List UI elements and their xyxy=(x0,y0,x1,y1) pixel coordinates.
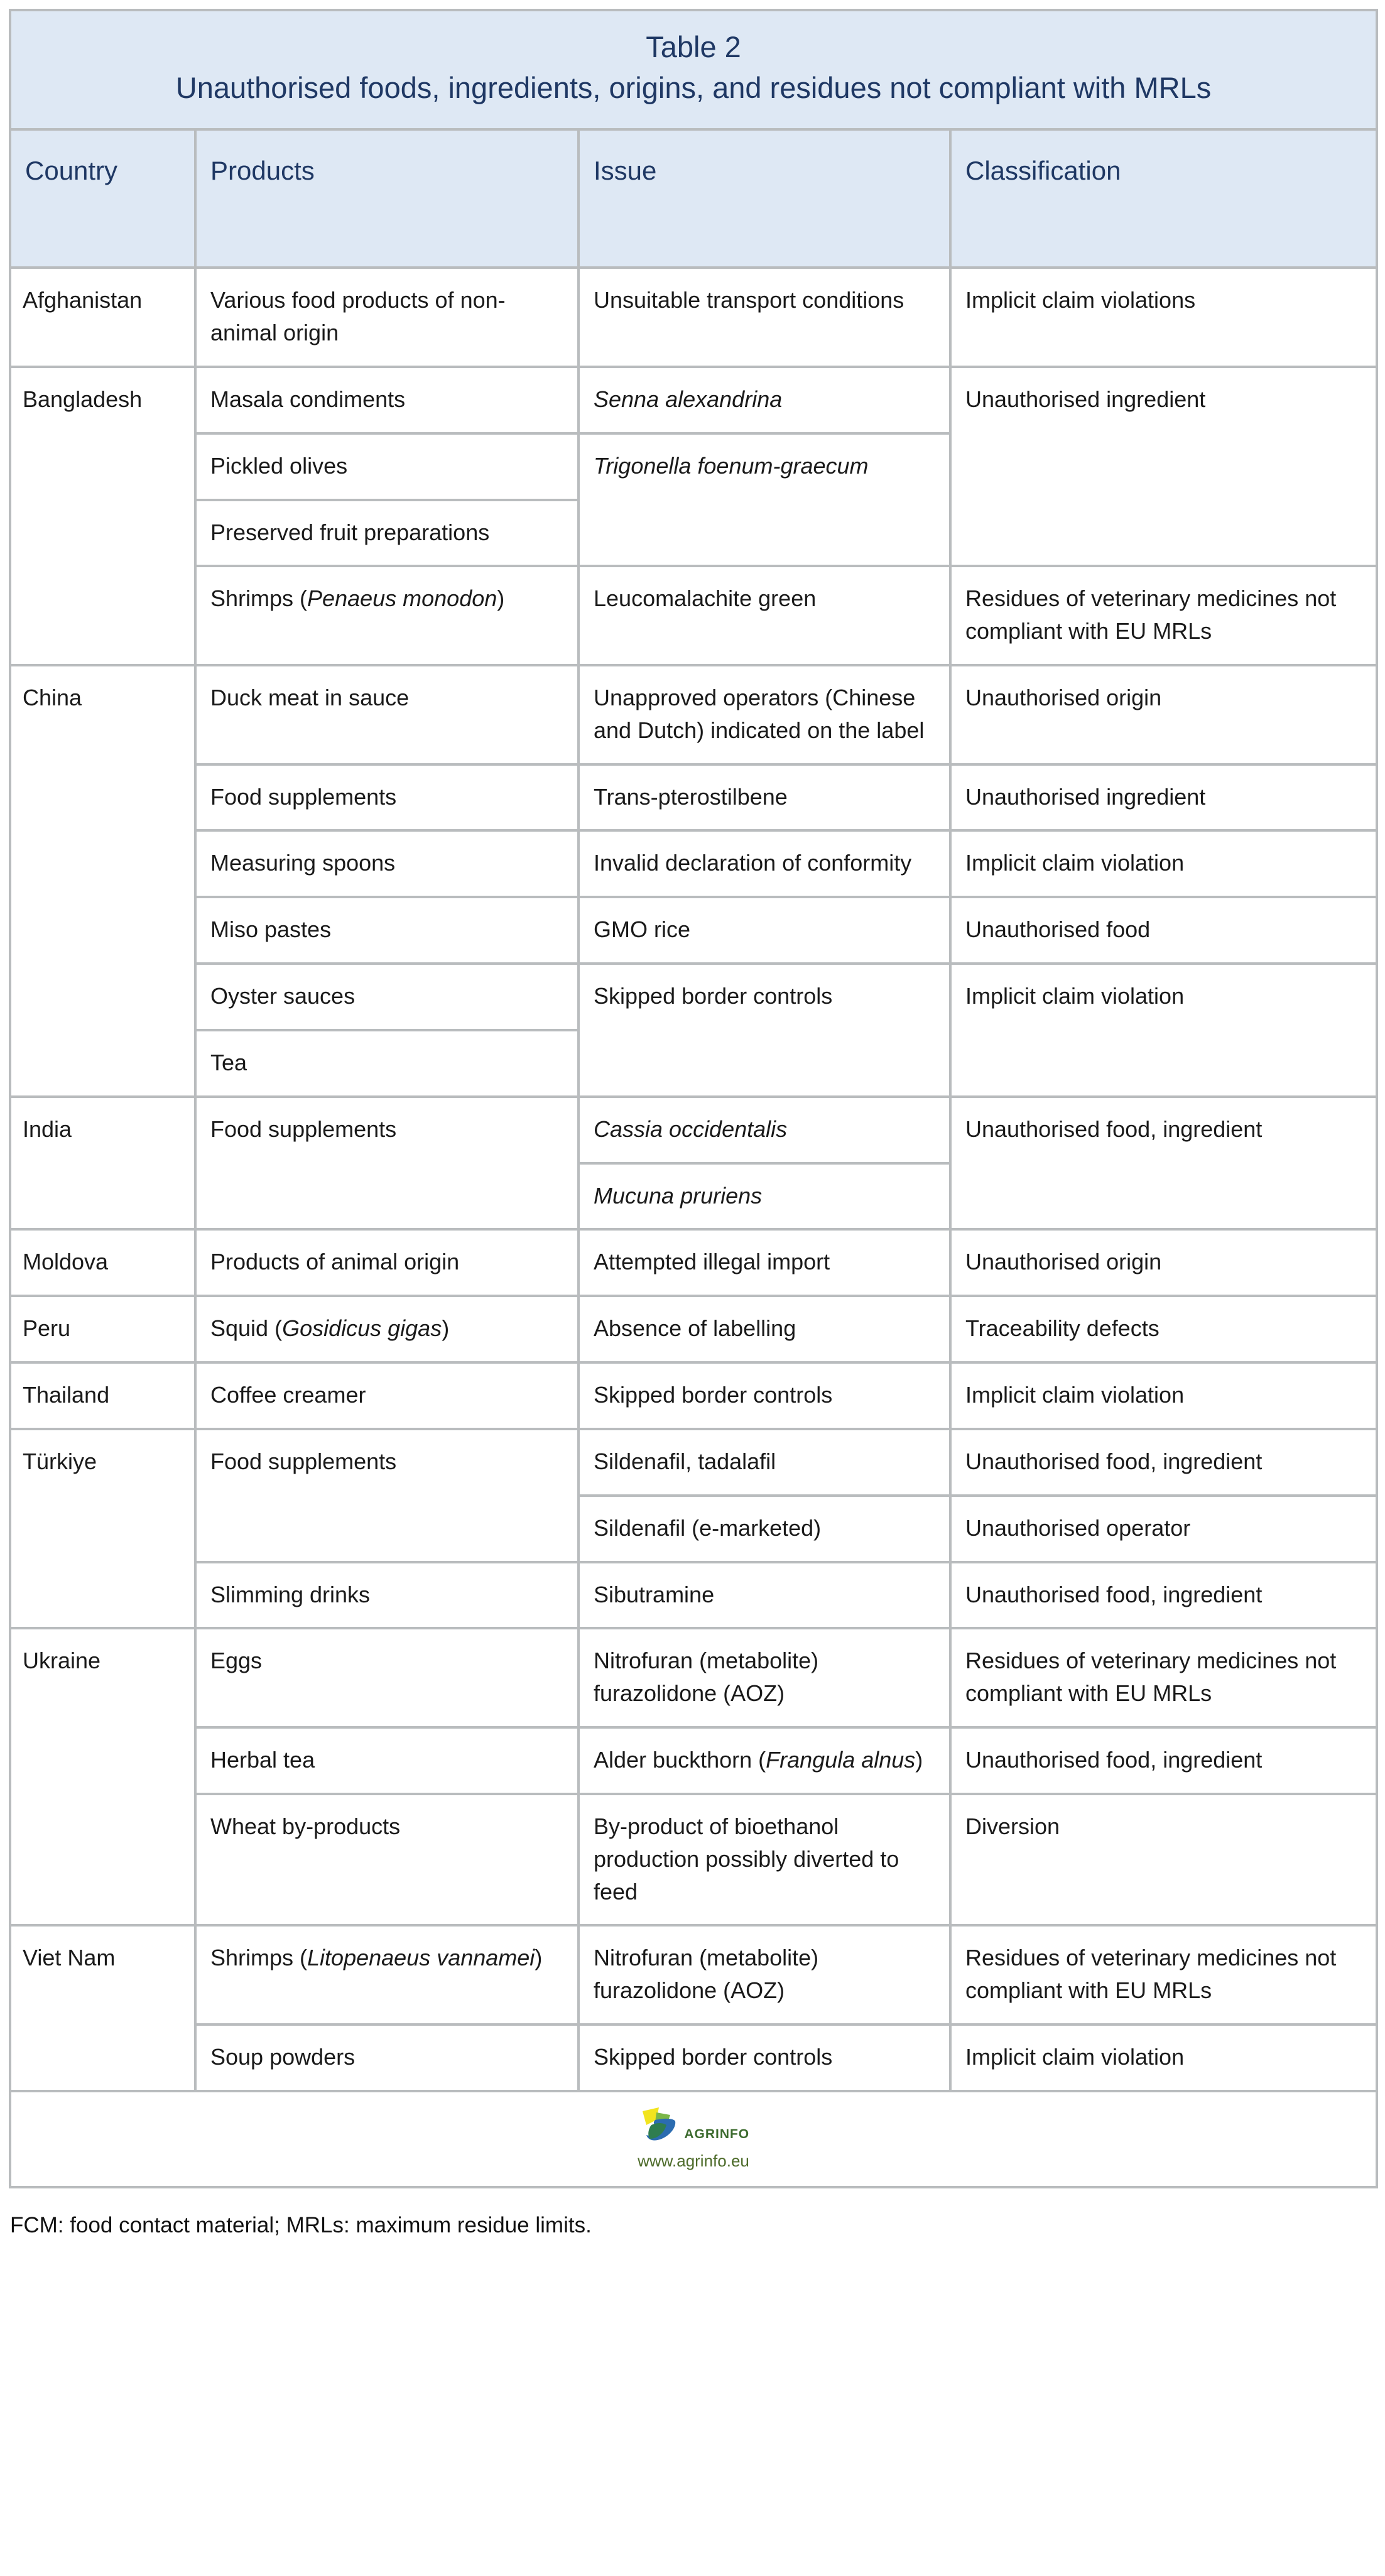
agrinfo-mark-icon xyxy=(638,2106,680,2148)
agrinfo-footer-cell xyxy=(10,2091,1377,2187)
cell-classification: Diversion xyxy=(950,1794,1377,1925)
cell-country: Moldova xyxy=(10,1229,195,1296)
species-name: Trigonella foenum-graecum xyxy=(594,452,869,479)
cell-products: Duck meat in sauce xyxy=(195,665,578,764)
table-row xyxy=(10,566,1377,665)
table-row xyxy=(10,1362,1377,1429)
table-row xyxy=(10,1794,1377,1925)
agrinfo-wordmark: AGRINFO xyxy=(684,2127,750,2142)
column-header-country: Country xyxy=(10,129,195,268)
cell-products xyxy=(195,1925,578,2024)
table-title-cell xyxy=(10,10,1377,129)
table-header-row xyxy=(10,129,1377,268)
species-name: Gosidicus gigas xyxy=(282,1315,442,1342)
cell-issue: Leucomalachite green xyxy=(578,566,950,665)
product-text-end: ) xyxy=(535,1945,543,1971)
cell-issue: Sildenafil, tadalafil xyxy=(578,1429,950,1496)
cell-issue: Absence of labelling xyxy=(578,1296,950,1362)
table-row xyxy=(10,764,1377,831)
cell-products: Miso pastes xyxy=(195,897,578,964)
cell-issue: Nitrofuran (metabolite) furazolidone (AOZ) xyxy=(578,1628,950,1727)
issue-text-end: ) xyxy=(915,1747,923,1773)
cell-classification: Implicit claim violation xyxy=(950,830,1377,897)
cell-products: Herbal tea xyxy=(195,1727,578,1794)
cell-issue: By-product of bioethanol production possibly diverted to feed xyxy=(578,1794,950,1925)
cell-products: Preserved fruit preparations xyxy=(195,500,578,567)
cell-products: Soup powders xyxy=(195,2024,578,2091)
table-row xyxy=(10,897,1377,964)
species-name: Frangula alnus xyxy=(766,1747,916,1773)
cell-country: Bangladesh xyxy=(10,367,195,665)
column-header-classification: Classification xyxy=(950,129,1377,268)
cell-country: Thailand xyxy=(10,1362,195,1429)
cell-issue xyxy=(578,433,950,567)
table-row xyxy=(10,1562,1377,1629)
cell-classification: Unauthorised food, ingredient xyxy=(950,1429,1377,1496)
table-row xyxy=(10,1628,1377,1727)
cell-products: Tea xyxy=(195,1030,578,1097)
cell-classification: Traceability defects xyxy=(950,1296,1377,1362)
table-row xyxy=(10,1925,1377,2024)
table-footer-row xyxy=(10,2091,1377,2187)
cell-products xyxy=(195,566,578,665)
column-header-issue: Issue xyxy=(578,129,950,268)
cell-products: Food supplements xyxy=(195,1429,578,1562)
table-row xyxy=(10,665,1377,764)
cell-classification: Implicit claim violation xyxy=(950,1362,1377,1429)
cell-products: Pickled olives xyxy=(195,433,578,500)
cell-classification: Unauthorised ingredient xyxy=(950,764,1377,831)
cell-products: Coffee creamer xyxy=(195,1362,578,1429)
species-name: Cassia occidentalis xyxy=(594,1116,788,1142)
table-number: Table 2 xyxy=(646,30,741,63)
cell-products: Various food products of non-animal origin xyxy=(195,268,578,367)
cell-country: Türkiye xyxy=(10,1429,195,1628)
product-text: Squid ( xyxy=(210,1315,283,1342)
table-row xyxy=(10,268,1377,367)
species-name: Senna alexandrina xyxy=(594,386,783,412)
cell-classification: Residues of veterinary medicines not compliant with EU MRLs xyxy=(950,566,1377,665)
agrinfo-url: www.agrinfo.eu xyxy=(638,2151,749,2170)
cell-country: Peru xyxy=(10,1296,195,1362)
species-name: Penaeus monodon xyxy=(307,585,497,612)
cell-issue xyxy=(578,367,950,433)
cell-classification: Implicit claim violations xyxy=(950,268,1377,367)
cell-issue: GMO rice xyxy=(578,897,950,964)
species-name: Litopenaeus vannamei xyxy=(307,1945,535,1971)
table-row xyxy=(10,1229,1377,1296)
cell-issue: Sildenafil (e-marketed) xyxy=(578,1496,950,1562)
table-row xyxy=(10,1727,1377,1794)
cell-country: China xyxy=(10,665,195,1097)
issue-text: Alder buckthorn ( xyxy=(594,1747,766,1773)
cell-issue: Invalid declaration of conformity xyxy=(578,830,950,897)
cell-products: Slimming drinks xyxy=(195,1562,578,1629)
cell-issue: Unsuitable transport conditions xyxy=(578,268,950,367)
product-text-end: ) xyxy=(442,1315,450,1342)
cell-country: Viet Nam xyxy=(10,1925,195,2090)
cell-country: India xyxy=(10,1097,195,1230)
product-text-end: ) xyxy=(497,585,505,612)
cell-products: Food supplements xyxy=(195,1097,578,1230)
cell-classification: Unauthorised food, ingredient xyxy=(950,1727,1377,1794)
table-title-row xyxy=(10,10,1377,129)
cell-classification: Implicit claim violation xyxy=(950,2024,1377,2091)
species-name: Mucuna pruriens xyxy=(594,1182,763,1209)
column-header-products: Products xyxy=(195,129,578,268)
product-text: Shrimps ( xyxy=(210,585,308,612)
cell-issue: Skipped border controls xyxy=(578,964,950,1097)
cell-products: Products of animal origin xyxy=(195,1229,578,1296)
cell-products: Masala condiments xyxy=(195,367,578,433)
cell-classification: Residues of veterinary medicines not compliant with EU MRLs xyxy=(950,1925,1377,2024)
agrinfo-logo xyxy=(638,2106,749,2169)
cell-classification: Unauthorised food, ingredient xyxy=(950,1562,1377,1629)
unauthorised-foods-table xyxy=(9,9,1378,2188)
cell-issue: Trans-pterostilbene xyxy=(578,764,950,831)
cell-classification: Unauthorised origin xyxy=(950,1229,1377,1296)
cell-issue: Nitrofuran (metabolite) furazolidone (AOZ) xyxy=(578,1925,950,2024)
cell-products: Eggs xyxy=(195,1628,578,1727)
table-row xyxy=(10,367,1377,433)
cell-products: Food supplements xyxy=(195,764,578,831)
table-row xyxy=(10,964,1377,1030)
cell-products: Oyster sauces xyxy=(195,964,578,1030)
cell-issue xyxy=(578,1727,950,1794)
cell-classification: Unauthorised food, ingredient xyxy=(950,1097,1377,1230)
cell-issue xyxy=(578,1163,950,1230)
cell-classification: Implicit claim violation xyxy=(950,964,1377,1097)
table-row xyxy=(10,1296,1377,1362)
table-footnote: FCM: food contact material; MRLs: maximum residue limits. xyxy=(10,2212,592,2237)
cell-issue xyxy=(578,1097,950,1163)
cell-issue: Sibutramine xyxy=(578,1562,950,1629)
cell-country: Ukraine xyxy=(10,1628,195,1925)
product-text: Shrimps ( xyxy=(210,1945,308,1971)
table-caption: Unauthorised foods, ingredients, origins, and residues not compliant with MRLs xyxy=(175,71,1212,105)
cell-issue: Attempted illegal import xyxy=(578,1229,950,1296)
cell-country: Afghanistan xyxy=(10,268,195,367)
cell-classification: Unauthorised food xyxy=(950,897,1377,964)
table-row xyxy=(10,1429,1377,1496)
table-row xyxy=(10,2024,1377,2091)
cell-classification: Unauthorised origin xyxy=(950,665,1377,764)
table-row xyxy=(10,1097,1377,1163)
cell-classification: Residues of veterinary medicines not compliant with EU MRLs xyxy=(950,1628,1377,1727)
cell-issue: Unapproved operators (Chinese and Dutch) indicated on the label xyxy=(578,665,950,764)
cell-classification: Unauthorised operator xyxy=(950,1496,1377,1562)
cell-classification: Unauthorised ingredient xyxy=(950,367,1377,566)
cell-products: Wheat by-products xyxy=(195,1794,578,1925)
cell-products: Measuring spoons xyxy=(195,830,578,897)
table-row xyxy=(10,830,1377,897)
cell-products xyxy=(195,1296,578,1362)
cell-issue: Skipped border controls xyxy=(578,2024,950,2091)
cell-issue: Skipped border controls xyxy=(578,1362,950,1429)
